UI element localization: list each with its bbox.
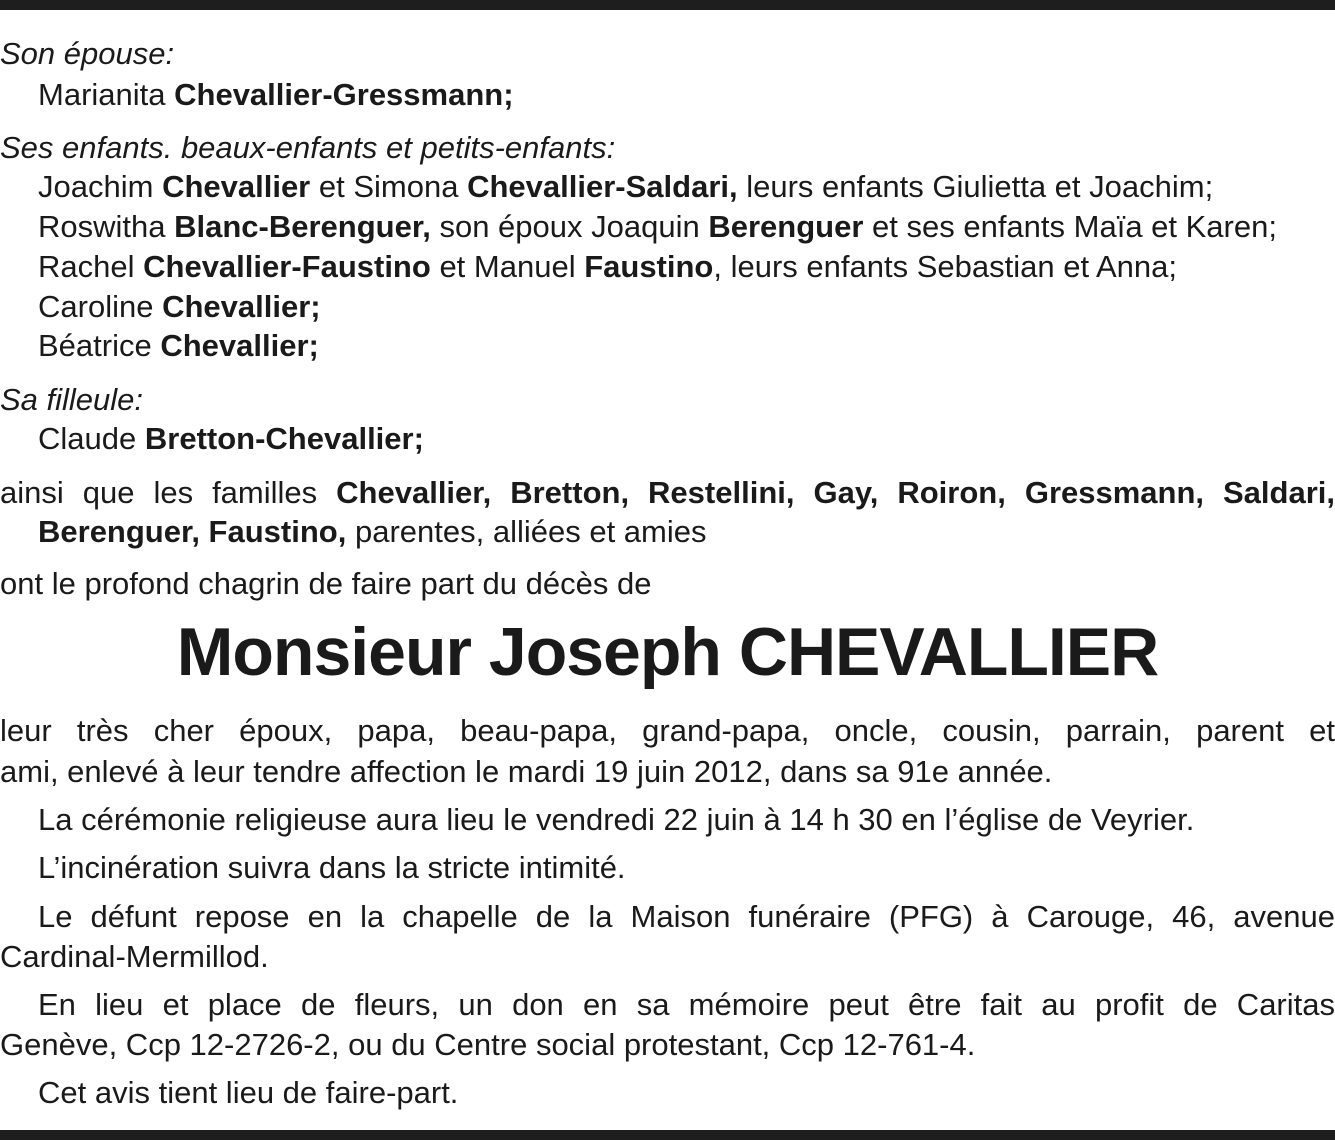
text: leurs enfants Giulietta et Joachim;: [746, 169, 1214, 204]
text: Béatrice: [38, 328, 152, 363]
spouse-line: [38, 75, 1335, 115]
goddaughter-name: Bretton-Chevallier;: [144, 421, 424, 456]
announce-line: ont le profond chagrin de faire part du décès de: [0, 566, 652, 601]
spouse-heading: Son épouse:: [0, 36, 175, 71]
body-p2: La cérémonie religieuse aura lieu le vendredi 22 juin à 14 h 30 en l’église de Veyrier.: [38, 802, 1195, 837]
text: et ses enfants Maïa et Karen;: [872, 209, 1277, 244]
families-names: Berenguer, Faustino,: [38, 514, 347, 549]
body-p1-line-1: leur très cher époux, papa, beau-papa, grand-papa, oncle, cousin, parrain, parent et: [0, 713, 1335, 748]
text: et Manuel: [439, 249, 576, 284]
text: et Simona: [318, 169, 459, 204]
deceased-name: Monsieur Joseph CHEVALLIER: [176, 614, 1159, 690]
goddaughter-line: [38, 419, 1335, 459]
surname: Chevallier;: [160, 328, 319, 363]
families-intro: ainsi que les familles: [0, 475, 318, 510]
text: Caroline: [38, 289, 154, 324]
children-heading: Ses enfants. beaux-enfants et petits-enfants:: [0, 130, 616, 165]
body-p4-line-1: Le défunt repose en la chapelle de la Maison funéraire (PFG) à Carouge, 46, avenue: [38, 899, 1335, 934]
body-p5-line-1: En lieu et place de fleurs, un don en sa mémoire peut être fait au profit de Caritas: [38, 987, 1335, 1022]
body-p6: Cet avis tient lieu de faire-part.: [38, 1075, 459, 1110]
children-line-5: [38, 326, 1335, 366]
body-p4-line-2: Cardinal-Mermillod.: [0, 939, 269, 974]
body-p3: L’incinération suivra dans la stricte intimité.: [38, 850, 626, 885]
top-rule: [0, 0, 1335, 10]
families-names: Chevallier, Bretton, Restellini, Gay, Roiron, Gressmann, Saldari,: [336, 475, 1335, 510]
surname: Chevallier-Faustino: [143, 249, 431, 284]
children-line-1: [38, 167, 1335, 207]
text: Roswitha: [38, 209, 166, 244]
families-rest: parentes, alliées et amies: [354, 514, 707, 549]
goddaughter-heading: Sa filleule:: [0, 382, 144, 417]
surname: Berenguer: [708, 209, 864, 244]
body-p1-line-2: ami, enlevé à leur tendre affection le mardi 19 juin 2012, dans sa 91e année.: [0, 754, 1053, 789]
text: Rachel: [38, 249, 135, 284]
children-line-3: [38, 247, 1335, 287]
text: son époux Joaquin: [439, 209, 700, 244]
goddaughter-first: Claude: [38, 421, 137, 456]
families-line-2: [38, 512, 1335, 552]
body-p5-line-2: Genève, Ccp 12-2726-2, ou du Centre social protestant, Ccp 12-761-4.: [0, 1027, 976, 1062]
surname: Faustino: [584, 249, 714, 284]
spouse-name: Chevallier-Gressmann;: [174, 77, 514, 112]
spouse-first: Marianita: [38, 77, 166, 112]
families-line-1: [0, 473, 1335, 513]
children-line-4: [38, 287, 1335, 327]
surname: Chevallier: [162, 169, 311, 204]
surname: Blanc-Berenguer,: [174, 209, 431, 244]
text: Joachim: [38, 169, 154, 204]
children-line-2: [38, 207, 1335, 247]
surname: Chevallier-Saldari,: [467, 169, 738, 204]
surname: Chevallier;: [162, 289, 321, 324]
bottom-rule: [0, 1130, 1335, 1140]
text: , leurs enfants Sebastian et Anna;: [713, 249, 1177, 284]
